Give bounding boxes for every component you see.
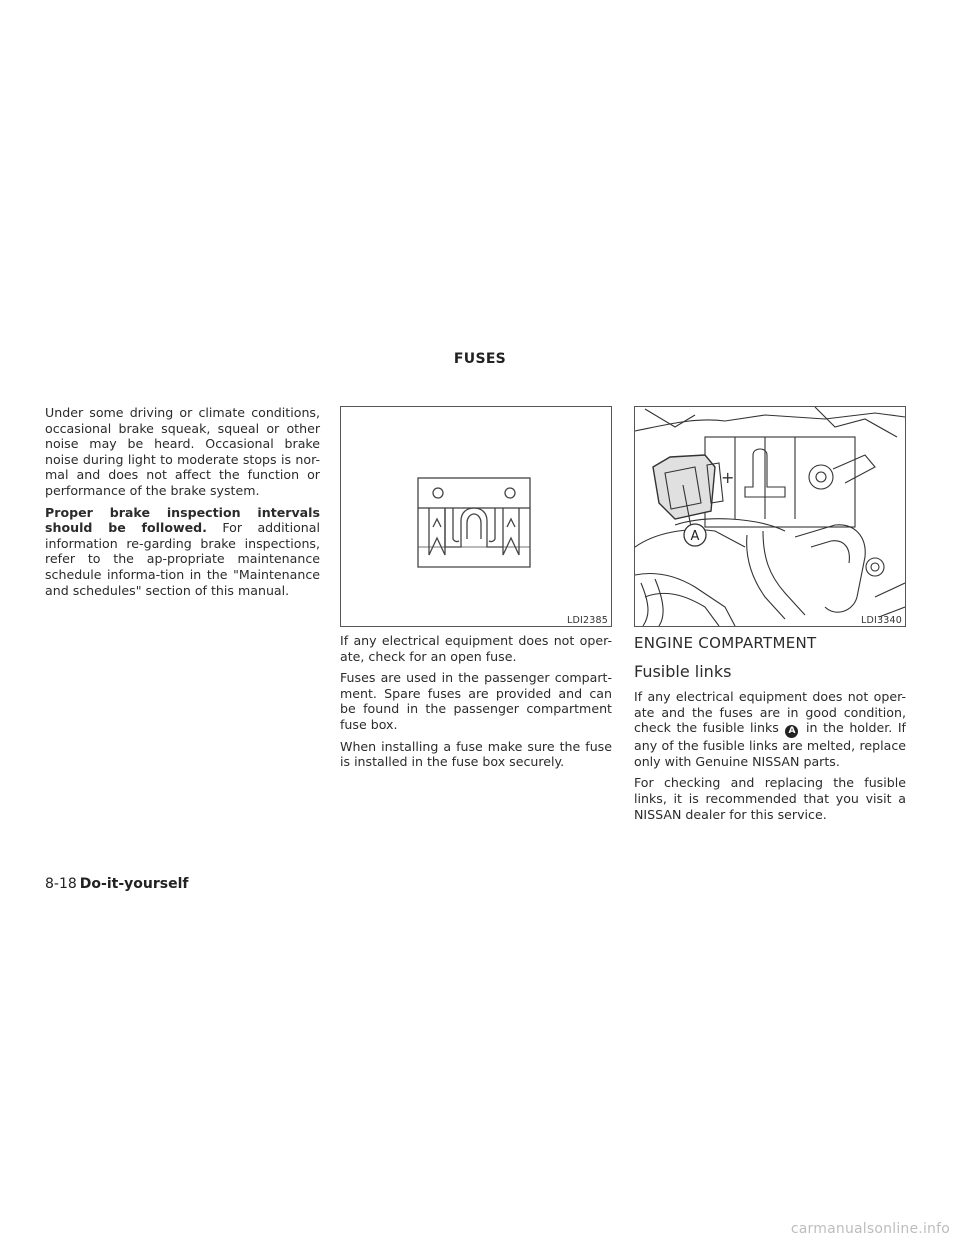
fusible-links-paragraph — [634, 689, 906, 769]
right-column — [634, 634, 906, 822]
engine-compartment-figure — [634, 406, 906, 627]
engine-compartment-heading: ENGINE COMPARTMENT — [634, 634, 817, 652]
fuse-install-paragraph: When installing a fuse make sure the fuse is installed in the fuse box securely. — [340, 738, 612, 770]
fusible-links-service-paragraph: For checking and replacing the fusible links, it is recommended that you visit a NISSAN dealer for this service. — [634, 775, 906, 822]
section-title: FUSES — [453, 351, 507, 367]
svg-text:+: + — [721, 468, 735, 487]
page-number: 8-18 — [45, 876, 77, 892]
fuse-location-paragraph: Fuses are used in the passenger compart-ment. Spare fuses are provided and can be found in the passenger compartment fuse box. — [340, 670, 612, 732]
callout-a-marker: A — [785, 725, 798, 738]
watermark: carmanualsonline.info — [790, 1221, 950, 1237]
figure-code: LDI3340 — [861, 615, 902, 626]
chapter-title: Do-it-yourself — [79, 876, 189, 892]
page-footer — [45, 876, 188, 892]
brake-inspection-paragraph — [45, 505, 320, 599]
figure-code: LDI2385 — [567, 615, 608, 626]
engine-compartment-illustration — [635, 407, 905, 626]
fusible-links-subheading: Fusible links — [634, 662, 732, 681]
left-column — [45, 405, 320, 598]
blade-fuse-illustration — [341, 407, 611, 626]
brake-noise-paragraph: Under some driving or climate conditions, occasional brake squeak, squeal or other noise may be heard. Occasional brake noise during light to moderate stops is nor-mal and does not affect the function or performance of the brake system. — [45, 405, 320, 498]
fusible-links-text-b: in the holder. If any of the fusible links are melted, replace only with Genuine NISSAN parts. — [634, 720, 906, 769]
callout-a-label: A — [690, 529, 700, 544]
fuse-figure — [340, 406, 612, 627]
brake-inspection-bold: Proper brake inspection intervals should be followed. — [45, 504, 320, 536]
open-fuse-paragraph: If any electrical equipment does not oper-ate, check for an open fuse. — [340, 633, 612, 664]
fusible-links-text-a: If any electrical equipment does not oper-ate and the fuses are in good condition, check the fusible links — [634, 689, 906, 736]
middle-column — [340, 633, 612, 770]
brake-inspection-text: For additional information re-garding brake inspections, refer to the ap-propriate maintenance schedule informa-tion in the "Maintenance and schedules" section of this manual. — [45, 520, 320, 598]
